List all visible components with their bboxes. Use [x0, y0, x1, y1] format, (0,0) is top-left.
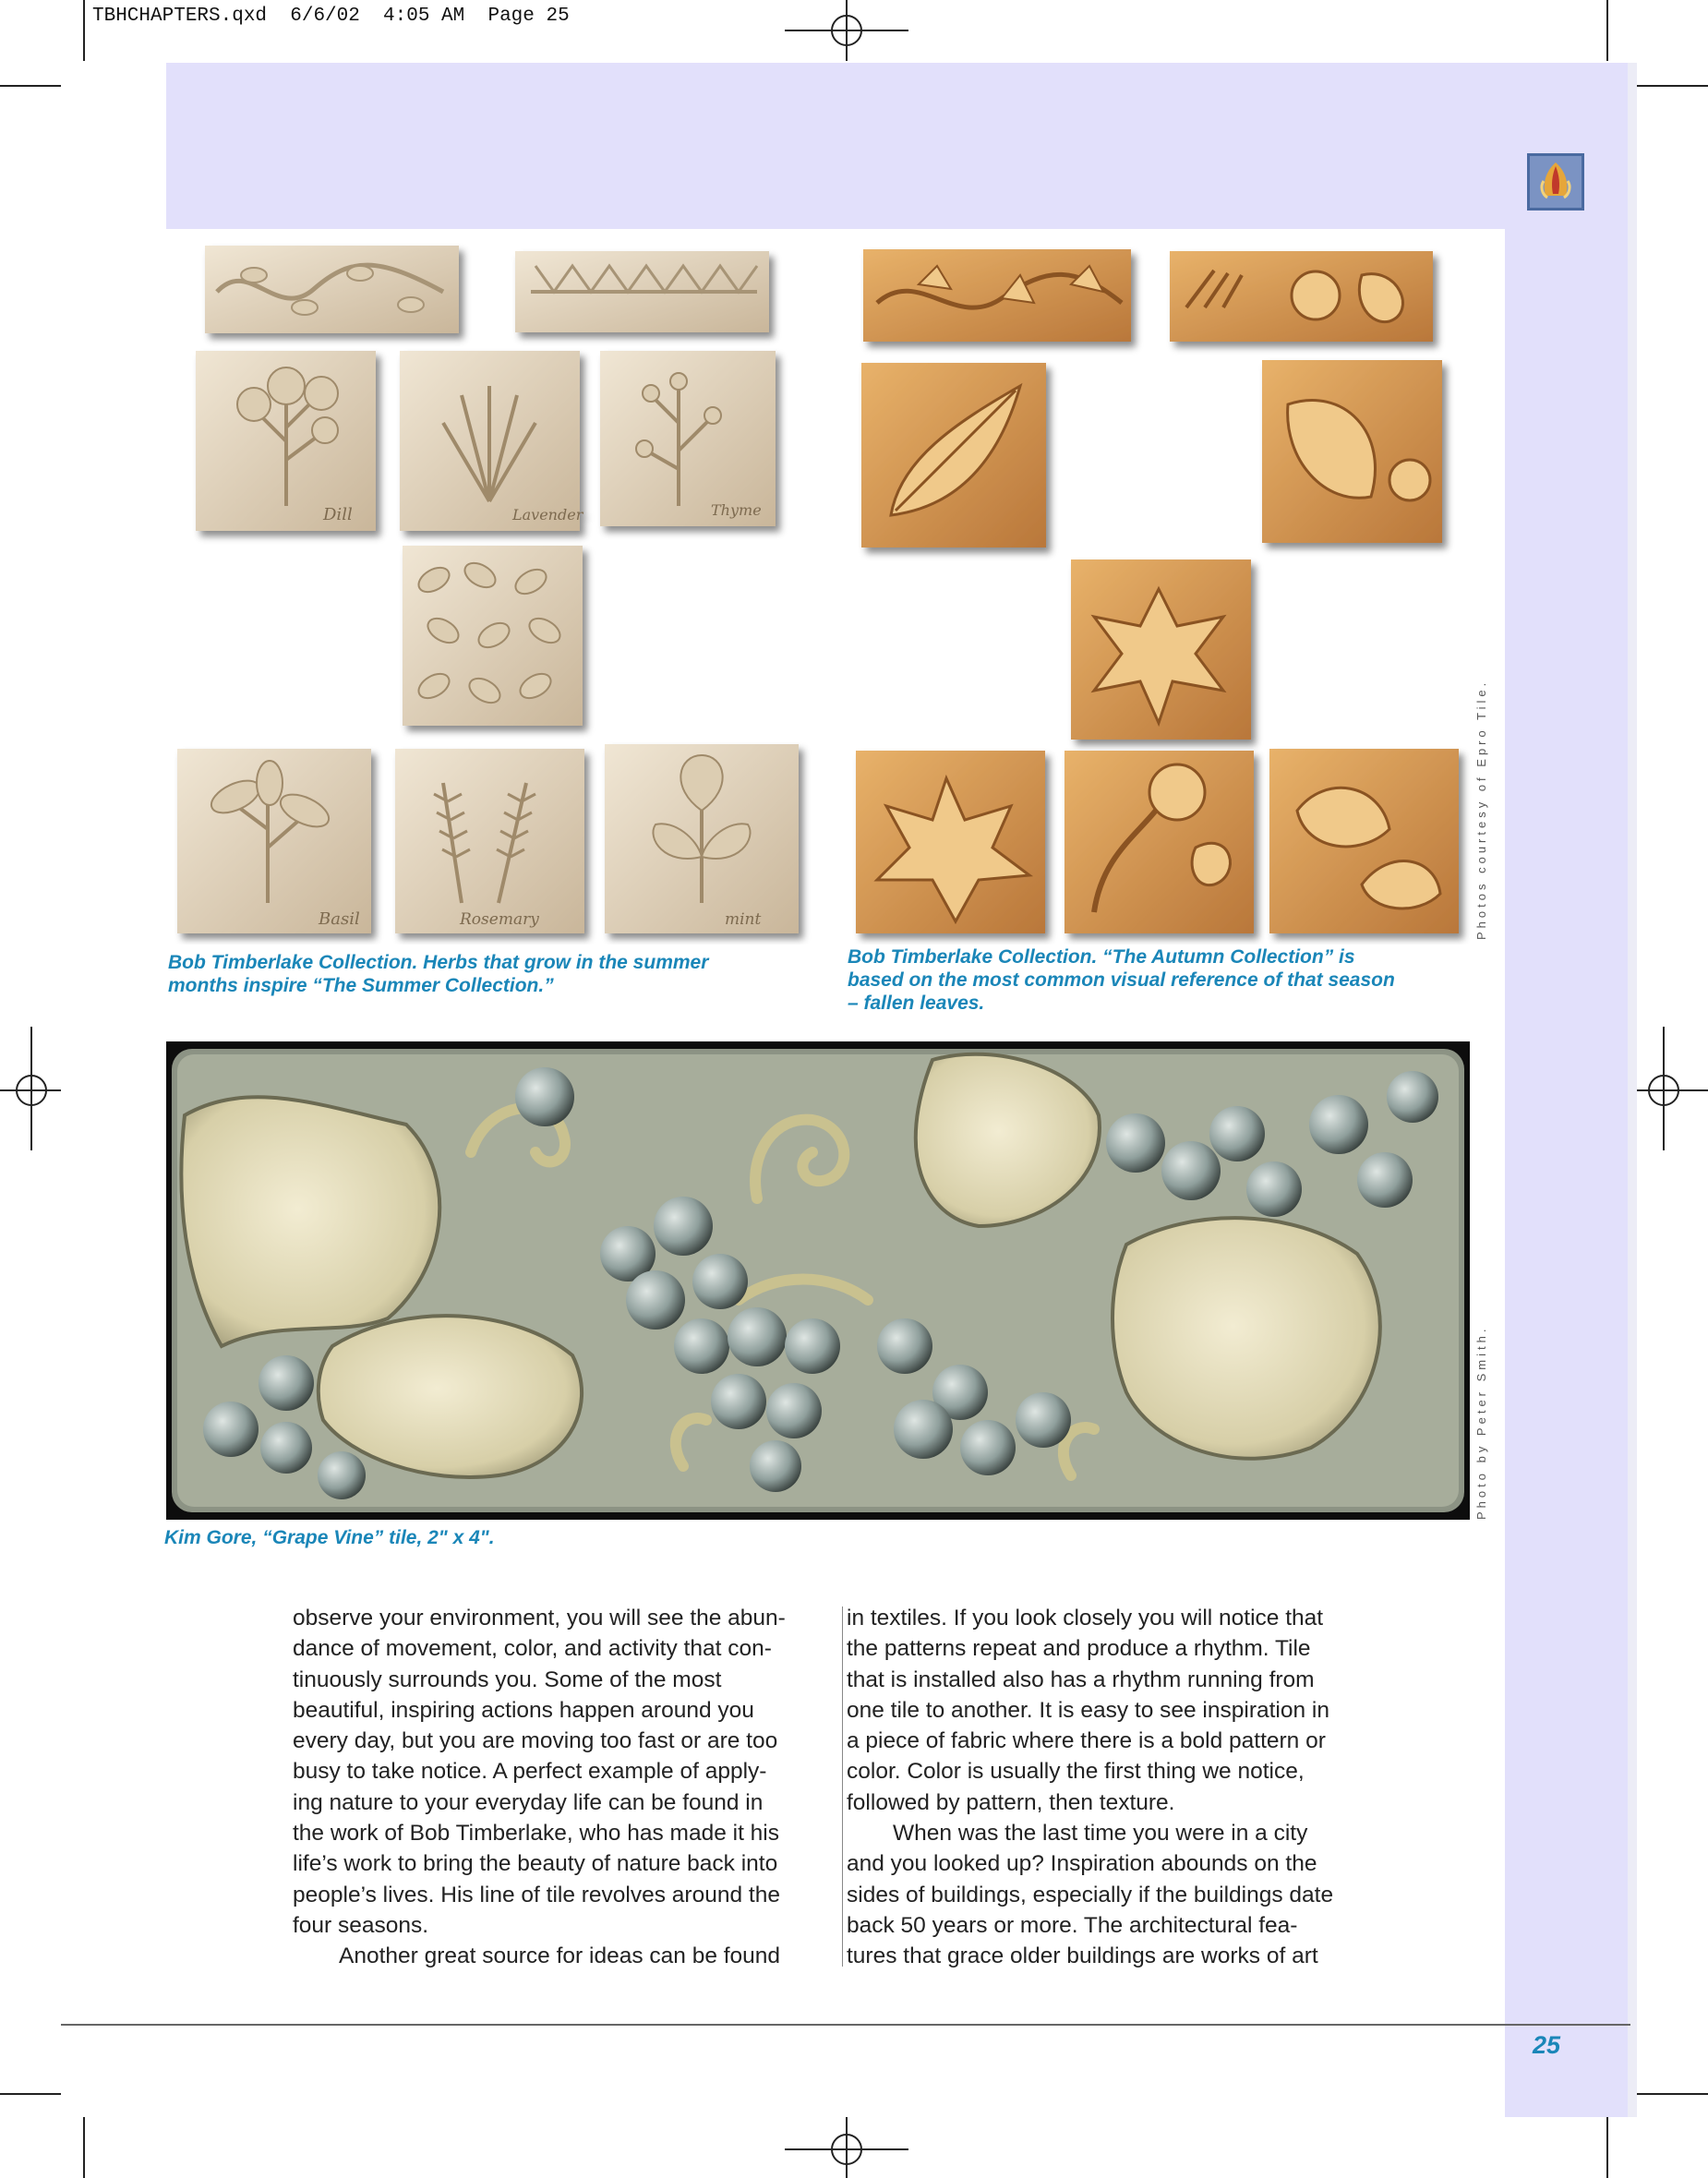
body-column-right: in textiles. If you look closely you will notice that the patterns repeat and produce a rhythm. Tile that is installed also has a rhythm running from one tile to another. It is easy to see inspiration in a piece of fabric where there is a bold pattern or color. Color is usually the first thing we notice, followed by pattern, then texture. When was the last time you were in a city and you looked up? Inspiration abounds on the sides of buildings, especially if the buildings date back 50 years or more. The architectural fea- tures that grace older buildings are works of art	[847, 1606, 1334, 1969]
credit-smith: Photo by Peter Smith.	[1474, 1325, 1488, 1520]
side-band	[1505, 229, 1628, 2117]
autumn-border-2	[1170, 251, 1433, 342]
autumn-tile-center-leaf	[1071, 560, 1251, 740]
tile-label-basil: Basil	[319, 909, 360, 929]
frame-shadow	[1628, 63, 1637, 2117]
tile-dill	[196, 351, 376, 531]
tile-thyme	[600, 351, 776, 526]
printer-slug: TBHCHAPTERS.qxd 6/6/02 4:05 AM Page 25	[92, 6, 570, 27]
tile-mint	[605, 744, 799, 933]
autumn-border-1	[863, 249, 1131, 342]
chapter-icon	[1527, 153, 1584, 211]
tile-label-mint: mint	[725, 910, 762, 929]
header-band	[166, 63, 1628, 229]
summer-border-herringbone	[515, 251, 769, 332]
autumn-collection-photo	[845, 238, 1473, 945]
tile-leaf-pattern	[403, 546, 583, 726]
autumn-tile-leaf-acorn	[1262, 360, 1442, 543]
summer-border-vine	[205, 246, 459, 333]
footer-rule	[61, 2024, 1630, 2026]
grape-vine-photo	[166, 1041, 1470, 1520]
autumn-tile-vine	[1064, 751, 1254, 933]
caption-summer: Bob Timberlake Collection. Herbs that grow in the summer months inspire “The Summer Collection.”	[168, 952, 709, 996]
tile-label-dill: Dill	[323, 505, 353, 524]
page-number: 25	[1533, 2031, 1561, 2059]
tile-basil	[177, 749, 371, 933]
column-divider	[842, 1606, 843, 1967]
credit-epro: Photos courtesy of Epro Tile.	[1474, 679, 1488, 940]
tile-label-lavender: Lavender	[512, 506, 583, 523]
tile-rosemary	[395, 749, 584, 933]
caption-grape-vine: Kim Gore, “Grape Vine” tile, 2" x 4".	[164, 1527, 495, 1548]
body-column-left: observe your environment, you will see the abun- dance of movement, color, and activity that con- tinuously surrounds you. Some of the most beautiful, inspiring actions happen around you every day, but you are moving too fast or are too busy to take notice. A perfect example of apply- ing nature to your everyday life can be found in the work of Bob Timberlake, who has made it his life’s work to bring the beauty of nature back into people’s lives. His line of tile revolves around the four seasons. Another great source for ideas can be found	[293, 1606, 786, 1969]
autumn-tile-oak-leaf	[861, 363, 1046, 548]
caption-autumn: Bob Timberlake Collection. “The Autumn Collection” is based on the most common visual reference of that season – fallen leaves.	[848, 946, 1395, 1014]
tile-label-thyme: Thyme	[711, 501, 762, 519]
tile-label-rosemary: Rosemary	[460, 910, 539, 929]
tile-lavender	[400, 351, 584, 531]
autumn-tile-leaves	[1269, 749, 1459, 933]
summer-collection-photo	[166, 238, 812, 945]
autumn-tile-maple-leaf	[856, 751, 1045, 933]
